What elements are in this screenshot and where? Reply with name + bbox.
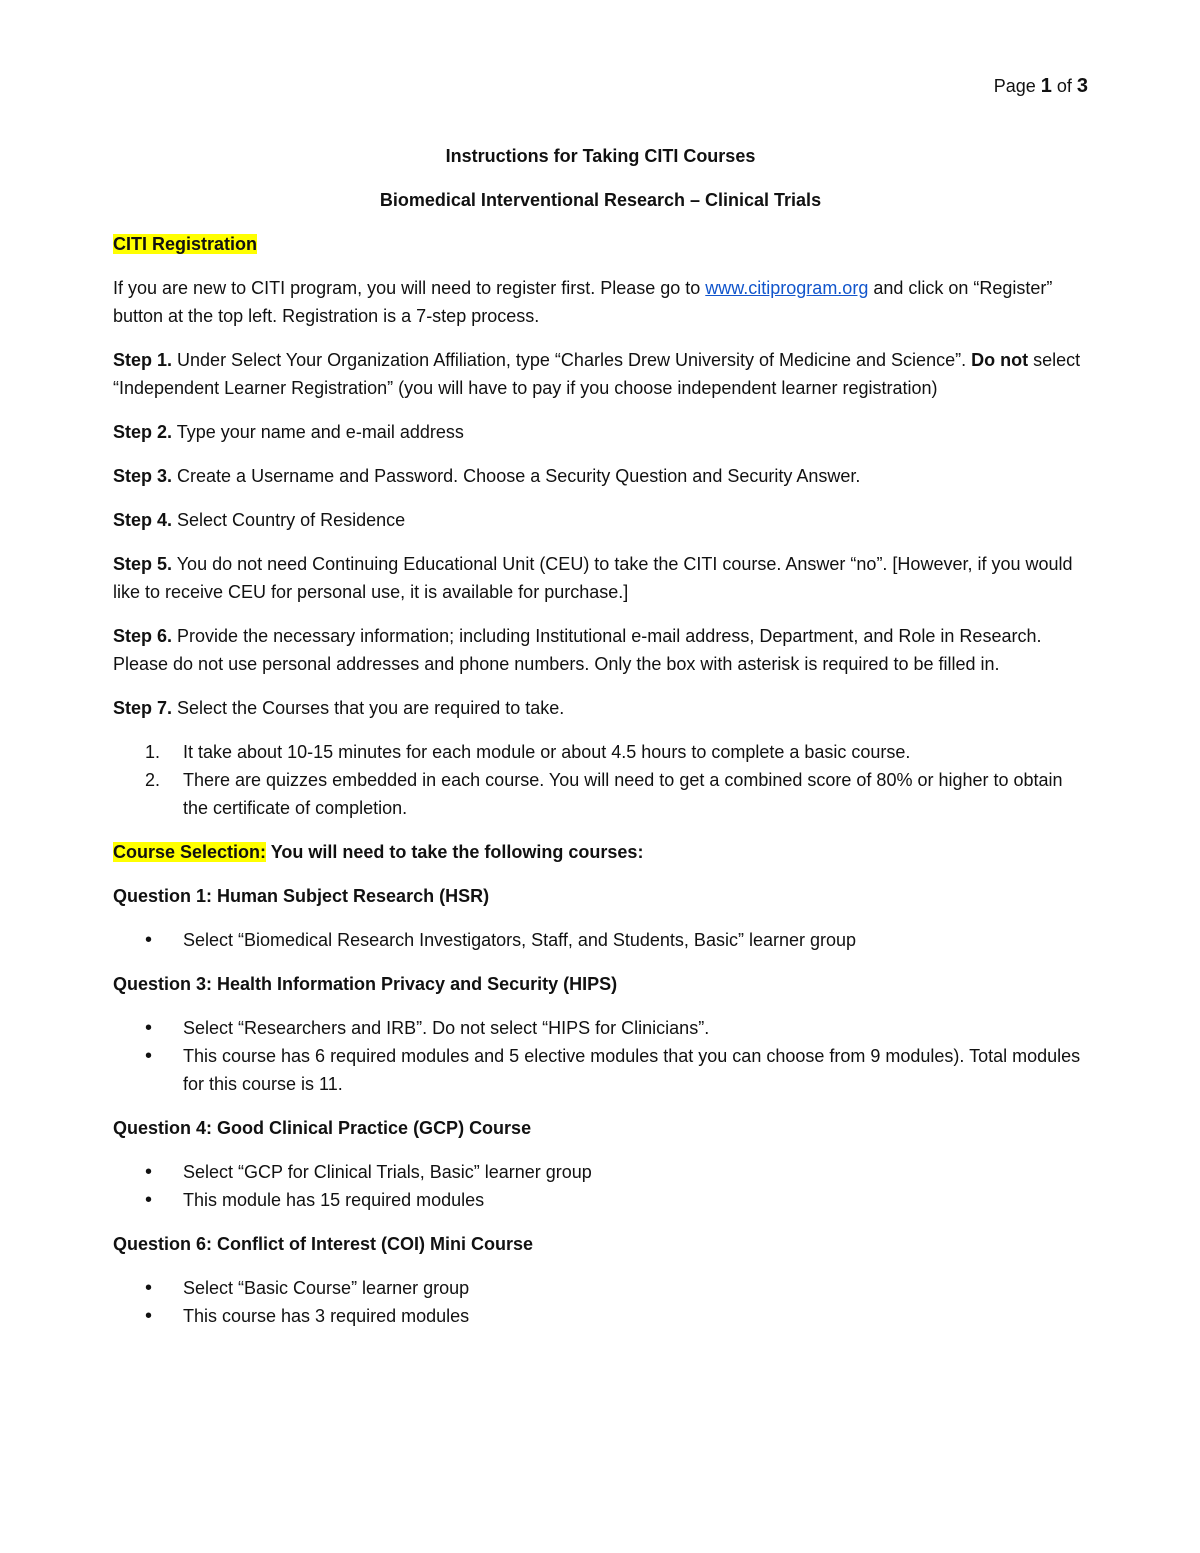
step-7-list — [113, 738, 1088, 822]
step-5 — [113, 550, 1088, 606]
intro-text-1: If you are new to CITI program, you will need to register first. Please go to — [113, 278, 706, 298]
list-item: It take about 10-15 minutes for each module or about 4.5 hours to complete a basic course. — [183, 742, 911, 762]
step-text-tail: select “Independent Learner Registration” (you will have to pay if you choose independent learner registration) — [113, 350, 1081, 398]
step-text: Under Select Your Organization Affiliation, type “Charles Drew University of Medicine and Science”. — [172, 350, 972, 370]
document-subtitle: Biomedical Interventional Research – Clinical Trials — [379, 190, 822, 210]
page-current: 1 — [1040, 75, 1052, 97]
step-7 — [113, 694, 1088, 722]
question-4-bullets — [113, 1158, 1088, 1214]
course-selection-heading: Course Selection: — [113, 842, 267, 862]
step-label: Step 1. — [113, 350, 173, 370]
citi-program-link[interactable]: www.citiprogram.org — [705, 278, 869, 298]
step-text: Select Country of Residence — [172, 510, 406, 530]
question-3-bullets — [113, 1014, 1088, 1098]
list-item: • Select “Basic Course” learner group — [183, 1274, 1088, 1302]
question-3-title: Question 3: Health Information Privacy and Security (HIPS) — [113, 974, 618, 994]
list-item: • This module has 15 required modules — [183, 1186, 1088, 1214]
intro-text-2: and click on “Register” button at the top left. Registration is a 7-step process. — [113, 278, 1053, 326]
step-text: Select the Courses that you are required to take. — [172, 698, 565, 718]
step-label: Step 6. — [113, 626, 173, 646]
question-6-title: Question 6: Conflict of Interest (COI) Mini Course — [113, 1234, 534, 1254]
question-4-title: Question 4: Good Clinical Practice (GCP) Course — [113, 1118, 532, 1138]
course-selection-text: You will need to take the following courses: — [266, 842, 644, 862]
list-item: • This course has 6 required modules and 5 elective modules that you can choose from 9 modules). Total modules for this course is 11. — [183, 1042, 1088, 1098]
step-label: Step 2. — [113, 422, 173, 442]
step-text: You do not need Continuing Educational Unit (CEU) to take the CITI course. Answer “no”. [However, if you would like to receive CEU for personal use, it is available for purchase.] — [113, 554, 1073, 602]
list-item: • Select “Researchers and IRB”. Do not select “HIPS for Clinicians”. — [183, 1014, 1088, 1042]
step-1 — [113, 346, 1088, 402]
registration-heading: CITI Registration — [113, 234, 258, 254]
question-6-bullets — [113, 1274, 1088, 1330]
list-item: • Select “GCP for Clinical Trials, Basic” learner group — [183, 1158, 1088, 1186]
list-item: There are quizzes embedded in each course. You will need to get a combined score of 80% or higher to obtain the certificate of completion. — [183, 770, 1063, 818]
question-1-title: Question 1: Human Subject Research (HSR) — [113, 886, 490, 906]
step-emphasis: Do not — [971, 350, 1029, 370]
step-3 — [113, 462, 1088, 490]
page-number-header — [994, 72, 1088, 100]
step-text: Provide the necessary information; including Institutional e-mail address, Department, and Role in Research. Please do not use personal addresses and phone numbers. Only the box with asterisk is required to be filled in. — [113, 626, 1042, 674]
step-text: Create a Username and Password. Choose a Security Question and Security Answer. — [172, 466, 861, 486]
registration-intro — [113, 274, 1088, 330]
document-title: Instructions for Taking CITI Courses — [445, 146, 756, 166]
document-body — [113, 142, 1088, 1346]
step-label: Step 7. — [113, 698, 173, 718]
step-4 — [113, 506, 1088, 534]
step-label: Step 5. — [113, 554, 173, 574]
page-label: Page — [993, 76, 1041, 96]
registration-heading-row — [113, 230, 1088, 258]
step-2 — [113, 418, 1088, 446]
step-label: Step 3. — [113, 466, 173, 486]
step-label: Step 4. — [113, 510, 173, 530]
step-text: Type your name and e-mail address — [172, 422, 464, 442]
page-total: 3 — [1076, 75, 1088, 97]
step-6 — [113, 622, 1088, 678]
list-item: • Select “Biomedical Research Investigators, Staff, and Students, Basic” learner group — [183, 926, 1088, 954]
list-item: • This course has 3 required modules — [183, 1302, 1088, 1330]
question-1-bullets — [113, 926, 1088, 954]
course-selection — [113, 838, 1088, 866]
page-of-label: of — [1051, 76, 1077, 96]
